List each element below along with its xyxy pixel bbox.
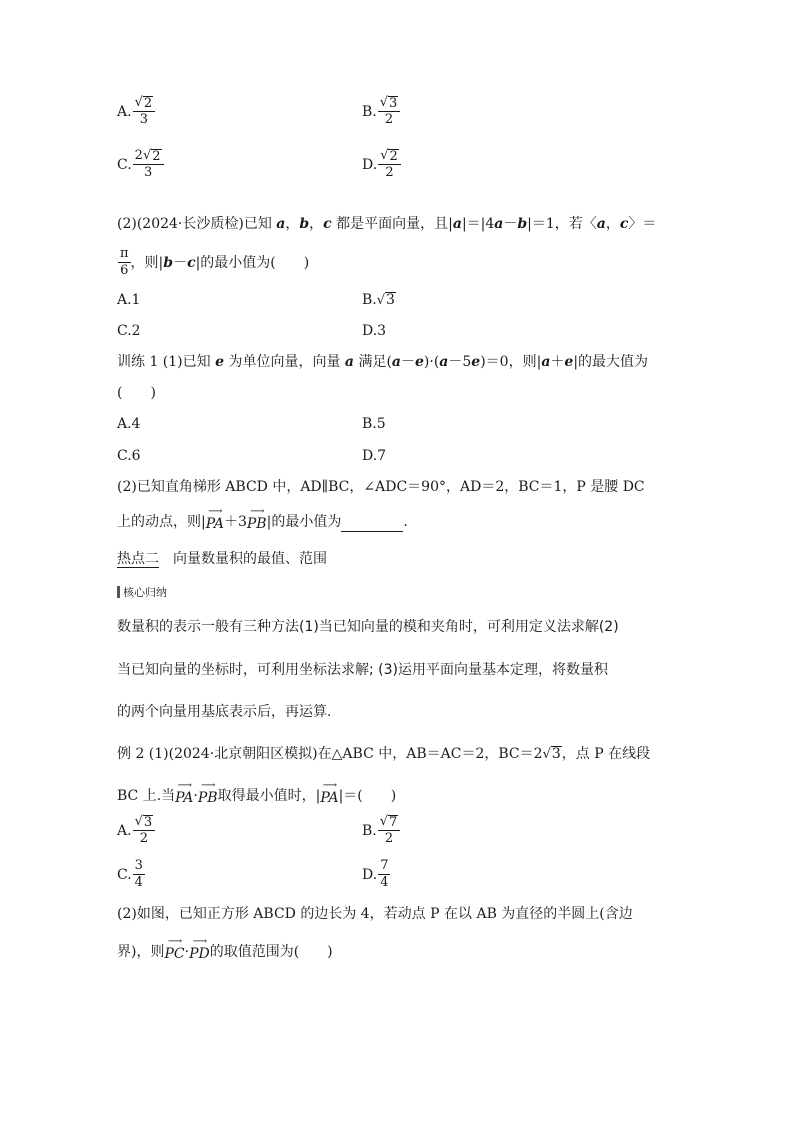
vector-pd: ⟶ PD [189,936,210,962]
q2-option-d[interactable]: D.3 [362,323,387,339]
core-summary-tag: 核心归纳 [117,584,167,600]
denominator: 3 [143,165,153,180]
vector-pc: ⟶ PC [164,936,185,962]
summary-line-2: 当已知向量的坐标时，可利用坐标法求解; (3)运用平面向量基本定理，将数量积 [117,662,608,678]
fraction: √ 2 2 [378,148,401,181]
radicand: 2 [152,149,161,164]
q1-option-b[interactable] [362,95,400,128]
q1-option-a[interactable] [117,95,155,128]
ex2-option-c[interactable]: C. $\frac{3}{4}$ [117,858,143,890]
train1-line-1: 训练 1 (1)已知 e 为单位向量，向量 a 满足(a－e)·(a－5e)＝0，则|a＋e|的最大值为 [117,354,649,370]
q2-option-a[interactable]: A.1 [117,292,141,308]
vector-pb: ⟶ PB [197,780,218,806]
answer-blank[interactable] [341,517,403,532]
train1-option-a[interactable]: A.4 [117,416,141,432]
option-label: A. [117,103,132,120]
ex2-option-d[interactable]: D. $\frac{7}{4}$ [362,858,389,890]
q2-option-b[interactable]: B. √ 3 [362,292,395,308]
fraction: √ 2 3 [133,95,156,128]
coefficient: 2 [134,148,143,163]
vector-pa: ⟶ PA [205,506,224,532]
fraction: √ 3 2 [378,95,401,128]
ex2-line-2: BC 上.当 ⟶ PA · ⟶ PB 取得最小值时，| ⟶ PA |＝( ) [117,780,397,806]
q1-option-c[interactable] [117,148,164,181]
ex2-2-line-1: (2)如图，已知正方形 ABCD 的边长为 4，若动点 P 在以 AB 为直径的半圆上(含边 [117,906,633,922]
pi-over-6: $\frac{\pi}{6}$ [120,246,129,278]
train1-option-d[interactable]: D.7 [362,448,387,464]
denominator: 2 [384,112,394,127]
q2-line-2: $\frac{\pi}{6}$ ，则| b － c |的最小值为( ) [120,246,310,278]
radicand: 2 [143,96,153,111]
option-label: D. [362,156,378,173]
train1-option-b[interactable]: B.5 [362,416,386,432]
denominator: 3 [139,112,148,127]
ex2-option-b[interactable]: B. √ 7 2 [362,814,400,847]
vector-pa: ⟶ PA [175,780,194,806]
tag-bar-icon [117,586,120,598]
ex2-option-a[interactable]: A. √ 3 2 [117,814,155,847]
fraction: 2 √ 2 3 [133,148,164,181]
option-label: B. [362,103,377,120]
q2-line-1: (2)(2024·长沙质检)已知 a，b，c 都是平面向量，且|a|＝|4a－b|＝1，若〈a，c〉＝ [117,216,657,232]
train2-line-2: 上的动点，则| ⟶ PA ＋3 ⟶ PB |的最小值为 . [117,506,408,532]
option-label: C. [117,156,132,173]
summary-line-3: 的两个向量用基底表示后，再运算. [117,704,332,720]
radicand: 2 [389,149,398,164]
q2-option-c[interactable]: C.2 [117,323,141,339]
train1-option-c[interactable]: C.6 [117,448,141,464]
ex2-line-1: 例 2 (1)(2024·北京朝阳区模拟)在△ABC 中，AB＝AC＝2，BC＝2 √ 3 ，点 P 在线段 [117,746,651,762]
train1-line-2: ( ) [117,385,156,401]
train2-line-1: (2)已知直角梯形 ABCD 中，AD∥BC，∠ADC＝90°，AD＝2，BC＝1，P 是腰 DC [117,479,645,495]
denominator: 2 [385,165,394,180]
radicand: 3 [389,96,398,111]
summary-line-1: 数量积的表示一般有三种方法(1)当已知向量的模和夹角时，可利用定义法求解(2) [117,619,619,635]
ex2-2-line-2: 界)，则 ⟶ PC · ⟶ PD 的取值范围为( ) [117,936,333,962]
vector-pb: ⟶ PB [246,506,267,532]
vector-pa: ⟶ PA [320,780,339,806]
section-heading: 热点二 向量数量积的最值、范围 [117,551,327,567]
q1-option-d[interactable] [362,148,401,181]
